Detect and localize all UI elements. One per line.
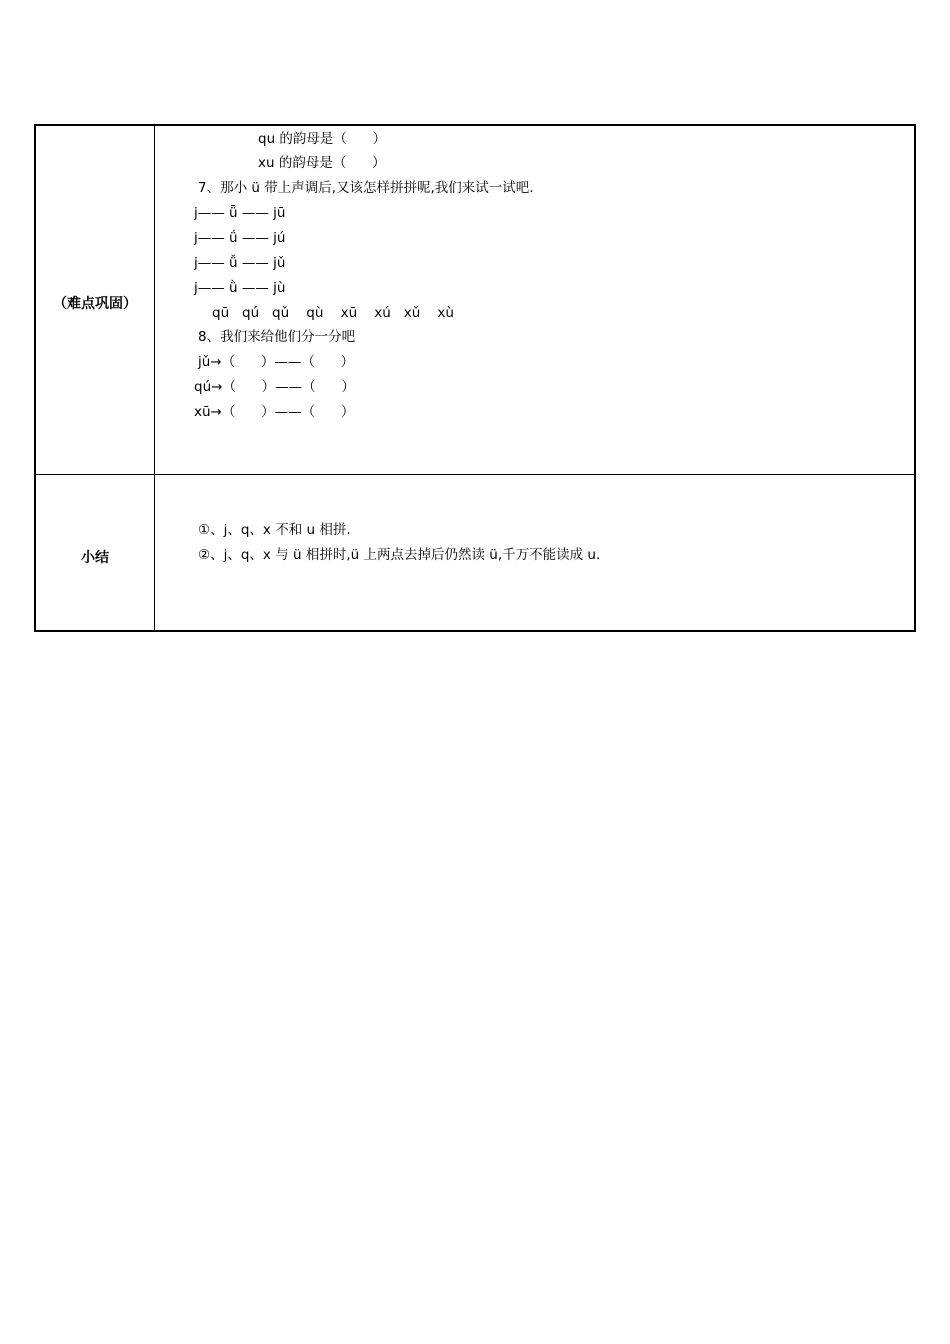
content-line: qū qú qǔ qù xū xú xǔ xù [212,305,454,321]
summary-line: ②、j、q、x 与 ü 相拼时,ü 上两点去掉后仍然读 ü,千万不能读成 u. [198,547,601,563]
content-line: jǔ→（ ）——（ ） [198,354,355,370]
summary-line: ①、j、q、x 不和 u 相拼. [198,522,351,538]
content-line: qu 的韵母是（ ） [258,131,387,147]
column-divider [154,126,155,630]
content-line: j—— ǘ —— jú [194,230,286,246]
content-line: xū→（ ）——（ ） [194,404,355,420]
content-line: j—— ǜ —— jù [194,280,286,296]
row-divider [36,474,914,475]
content-line: qú→（ ）——（ ） [194,379,355,395]
row-label-summary: 小结 [81,550,109,566]
content-line: 8、我们来给他们分一分吧 [198,329,356,345]
content-line: j—— ǖ —— jū [194,205,286,221]
content-line: 7、那小 ü 带上声调后,又该怎样拼拼呢,我们来试一试吧. [198,180,534,196]
row-label-difficulty: （难点巩固） [53,296,137,312]
content-line: j—— ǚ —— jǔ [194,255,286,271]
content-line: xu 的韵母是（ ） [258,155,386,171]
lesson-table [34,124,916,632]
